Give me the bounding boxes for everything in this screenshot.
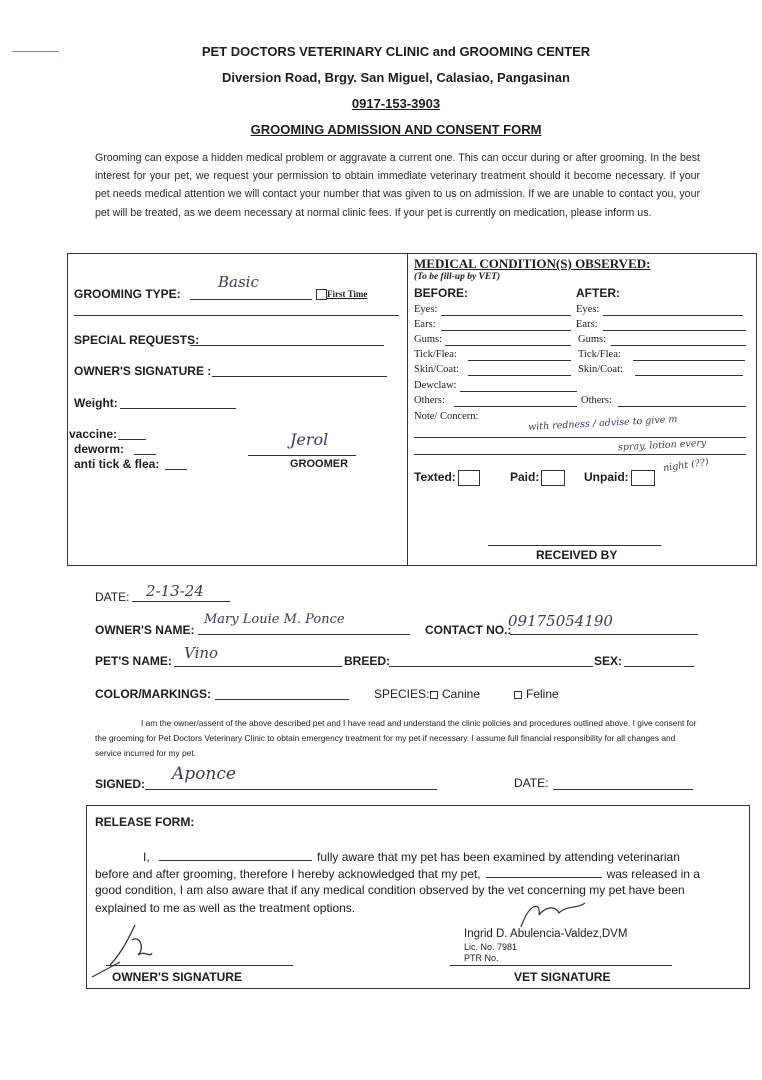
paid-checkbox[interactable]	[541, 470, 565, 486]
release-text-2b: was released in a	[606, 867, 700, 881]
paid-label: Paid:	[510, 470, 540, 485]
after-label: AFTER:	[576, 286, 620, 300]
after-ears-line[interactable]	[603, 330, 746, 331]
deworm-line[interactable]	[134, 454, 156, 455]
vaccine-line[interactable]	[118, 439, 146, 440]
weight-label: Weight:	[74, 396, 118, 410]
canine-checkbox[interactable]	[430, 691, 438, 699]
grooming-type-line	[190, 299, 312, 300]
clinic-address: Diversion Road, Brgy. San Miguel, Calasiao, Pangasinan	[222, 70, 570, 85]
antitick-label: anti tick & flea:	[74, 457, 160, 471]
before-label: BEFORE:	[414, 286, 468, 300]
paid-field[interactable]	[510, 470, 565, 486]
unpaid-checkbox[interactable]	[631, 470, 655, 486]
special-requests-label: SPECIAL REQUESTS:	[74, 333, 200, 347]
before-tick-line[interactable]	[468, 360, 571, 361]
weight-line[interactable]	[120, 408, 236, 409]
date-line	[132, 601, 230, 602]
medical-title: MEDICAL CONDITION(S) OBSERVED:	[414, 256, 651, 271]
release-line-2	[95, 866, 747, 881]
received-by-label: RECEIVED BY	[536, 548, 618, 562]
release-pet-blank[interactable]	[486, 866, 602, 878]
antitick-line[interactable]	[165, 469, 187, 470]
contact-label: CONTACT NO.:	[425, 623, 512, 637]
feline-option[interactable]	[514, 687, 559, 701]
signed-value: Aponce	[172, 764, 236, 784]
vet-license: Lic. No. 7981	[464, 942, 518, 952]
note-handwriting-1: with redness / advise to give m	[527, 414, 678, 433]
before-row: Dewclaw:	[414, 380, 457, 391]
groomer-signature: Jerol	[290, 430, 329, 449]
before-ears-line[interactable]	[441, 330, 571, 331]
contact-value: 09175054190	[508, 612, 613, 630]
date-value: 2-13-24	[146, 582, 204, 600]
texted-label: Texted:	[414, 470, 456, 485]
note-line-2	[414, 454, 746, 455]
owner-name-line	[198, 634, 410, 635]
pet-name-value: Vino	[184, 644, 219, 662]
after-row: Eyes:	[576, 304, 600, 315]
release-text-1: fully aware that my pet has been examined by attending veterinarian	[317, 850, 680, 864]
after-skin-line[interactable]	[635, 375, 743, 376]
note-label: Note/ Concern:	[414, 411, 479, 422]
vet-name: Ingrid D. Abulencia-Valdez,DVM	[464, 928, 628, 940]
owner-name-label: OWNER'S NAME:	[95, 623, 195, 637]
signed-line[interactable]	[145, 789, 437, 790]
color-line[interactable]	[215, 699, 349, 700]
release-title: RELEASE FORM:	[95, 815, 195, 829]
after-eyes-line[interactable]	[603, 315, 743, 316]
before-skin-line[interactable]	[468, 375, 571, 376]
signed-date-line[interactable]	[553, 789, 693, 790]
sex-line[interactable]	[624, 666, 694, 667]
before-row: Ears:	[414, 319, 436, 330]
owner-name-value: Mary Louie M. Ponce	[204, 612, 345, 627]
before-eyes-line[interactable]	[441, 315, 571, 316]
deworm-label: deworm:	[74, 442, 125, 456]
date-label: DATE:	[95, 590, 130, 604]
after-row: Skin/Coat:	[578, 364, 623, 375]
first-time-label: First Time	[327, 289, 368, 299]
color-label: COLOR/MARKINGS:	[95, 687, 211, 701]
release-line-3: good condition, I am also aware that if any medical condition observed by the vet concerning my pet have been	[95, 883, 685, 897]
before-gums-line[interactable]	[445, 345, 571, 346]
medical-subtitle: (To be fill-up by VET)	[414, 272, 501, 282]
owners-signature-label: OWNER'S SIGNATURE :	[74, 364, 212, 378]
note-handwriting-3: night (??)	[662, 456, 710, 475]
after-gums-line[interactable]	[611, 345, 746, 346]
unpaid-label: Unpaid:	[584, 470, 629, 485]
note-handwriting-2: spray, lotion every	[617, 437, 707, 454]
before-others-line[interactable]	[454, 406, 577, 407]
feline-checkbox[interactable]	[514, 691, 522, 699]
vaccine-label: vaccine:	[69, 427, 118, 441]
consent-paragraph: I am the owner/assent of the above described pet and I have read and understand the clinic policies and procedures outlined above. I give consent for the grooming for Pet Doctors Veterinary Clinic to obtain emergency treatment for my pet if necessary. I assume full financial responsibility for all changes and service incurred for my pet.	[95, 718, 697, 758]
grooming-extra-line	[74, 315, 399, 316]
before-row: Eyes:	[414, 304, 438, 315]
vet-ptr: PTR No.	[464, 953, 499, 963]
canine-option[interactable]	[430, 687, 480, 701]
groomer-label: GROOMER	[290, 458, 349, 470]
release-line-1	[95, 849, 747, 864]
sex-label: SEX:	[594, 654, 623, 668]
signed-label: SIGNED:	[95, 777, 146, 791]
pet-name-line	[174, 666, 342, 667]
form-title: GROOMING ADMISSION AND CONSENT FORM	[250, 122, 542, 137]
before-dewclaw-line[interactable]	[460, 391, 577, 392]
grooming-type-value: Basic	[218, 273, 259, 291]
contact-line	[510, 634, 698, 635]
owner-signature-label: OWNER'S SIGNATURE	[112, 970, 242, 984]
texted-field[interactable]	[414, 470, 480, 486]
received-by-line	[488, 545, 661, 546]
texted-checkbox[interactable]	[458, 470, 480, 486]
before-row: Skin/Coat:	[414, 364, 459, 375]
canine-label: Canine	[442, 687, 481, 701]
release-text-2a: before and after grooming, therefore I hereby acknowledged that my pet,	[95, 867, 481, 881]
groomer-line	[248, 455, 356, 456]
clinic-phone: 0917-153-3903	[351, 96, 441, 111]
release-line-4: explained to me as well as the treatment options.	[95, 901, 356, 915]
before-row: Gums:	[414, 334, 443, 345]
first-time-checkbox[interactable]	[316, 289, 327, 300]
signed-date-label: DATE:	[514, 776, 549, 790]
vet-signature-label: VET SIGNATURE	[514, 970, 611, 984]
clinic-name: PET DOCTORS VETERINARY CLINIC and GROOMING CENTER	[201, 44, 591, 59]
after-row: Ears:	[576, 319, 598, 330]
release-box	[86, 805, 750, 989]
feline-label: Feline	[526, 687, 559, 701]
after-row: Others:	[581, 395, 612, 406]
unpaid-field[interactable]	[584, 470, 655, 486]
pet-name-label: PET'S NAME:	[95, 654, 172, 668]
species-label: SPECIES:	[374, 687, 430, 701]
before-row: Tick/Flea:	[414, 349, 457, 360]
after-row: Tick/Flea:	[578, 349, 621, 360]
breed-line[interactable]	[389, 666, 593, 667]
after-row: Gums:	[578, 334, 607, 345]
box-divider	[407, 253, 408, 566]
breed-label: BREED:	[344, 654, 391, 668]
vet-signature-line	[450, 965, 672, 966]
owners-signature-line[interactable]	[212, 376, 387, 377]
owner-signature-line	[106, 965, 293, 966]
special-requests-line[interactable]	[190, 345, 384, 346]
after-tick-line[interactable]	[633, 360, 745, 361]
release-name-blank[interactable]	[159, 849, 312, 861]
release-i: I,	[143, 850, 150, 864]
intro-paragraph: Grooming can expose a hidden medical problem or aggravate a current one. This can occur during or after grooming. In the best interest for your pet, we request your permission to obtain immediate veterinary treatment should it become necessary. If your pet needs medical attention we will contact your number that was given to us on admission. If we are unable to contact you, your pet will be treated, as we deem necessary at normal clinic fees. If your pet is currently on medication, please inform us.	[95, 152, 700, 219]
before-row: Others:	[414, 395, 445, 406]
after-others-line[interactable]	[618, 406, 746, 407]
grooming-type-label: GROOMING TYPE:	[74, 287, 181, 301]
